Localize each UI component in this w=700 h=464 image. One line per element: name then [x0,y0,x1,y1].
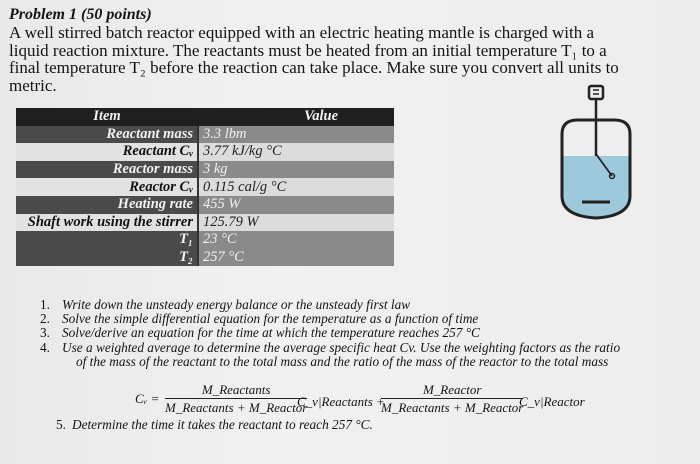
fraction-reactants [165,382,307,416]
question-text: Write down the unsteady energy balance or the unsteady first law [62,297,411,312]
question-number: 5. [56,417,66,432]
question-text: Solve the simple differential equation for the temperature as a function of time [62,311,479,327]
formula-term-reactor: C_v|Reactor [519,394,585,409]
row-item: Reactor mass [16,161,198,179]
problem-intro: A well stirred batch reactor equipped with an electric heating mantle is charged with a liquid reaction mixture. The reactants must be heated from an initial temperature T₁ to a final temperature T₂ before the reaction can take place. Make sure you convert all units to metric. [9,23,619,95]
list-item [56,417,373,433]
question-text: Solve/derive an equation for the time at which the temperature reaches 257 °C [62,325,480,341]
row-item: Shaft work using the stirrer [16,214,198,232]
header-item: Item [16,108,198,126]
row-item: T₂ [16,249,198,267]
question-number: 1. [40,297,50,312]
stirred-tank-reactor-icon [556,84,636,229]
table-row [16,214,394,232]
header-value: Value [198,108,394,126]
row-value: 3.3 lbm [198,126,394,144]
row-value: 3.77 kJ/kg °C [198,143,394,161]
table-row [16,161,394,179]
row-item: Heating rate [16,196,198,214]
row-value: 3 kg [198,161,394,179]
cv-weighted-average-formula [135,382,615,422]
fraction-numerator: M_Reactants [165,382,307,399]
row-value: 257 °C [198,249,394,267]
fraction-denominator: M_Reactants + M_Reactor [381,400,524,415]
question-number: 4. [40,339,50,355]
question-text-continued: of the mass of the reactant to the total mass and the ratio of the mass of the reactor to the total mass [76,353,609,369]
row-value: 0.115 cal/g °C [198,178,394,196]
list-item [40,339,648,369]
table-row [16,249,394,267]
question-number: 2. [40,311,50,327]
table-row [16,196,394,214]
fraction-denominator: M_Reactants + M_Reactor [165,400,308,415]
formula-lhs: Cᵥ = [135,391,160,406]
table-row [16,143,394,161]
table-row [16,178,394,196]
row-item: Reactant Cᵥ [16,143,198,161]
row-item: Reactor Cᵥ [16,178,198,196]
table-row [16,231,394,249]
row-item: Reactant mass [16,126,198,144]
fraction-numerator: M_Reactor [381,382,523,399]
row-item: T₁ [16,231,198,249]
question-text: Use a weighted average to determine the average specific heat Cv. Use the weighting factors as the ratio [62,339,621,355]
question-text: Determine the time it takes the reactant to reach 257 °C. [71,417,373,432]
list-item [40,325,648,341]
formula-term-reactants: C_v|Reactants + [297,394,385,409]
table-header-row [16,108,394,126]
problem-title: Problem 1 (50 points) [9,6,152,23]
parameter-table [16,108,394,266]
row-value: 125.79 W [198,214,394,232]
table-row [16,126,394,144]
list-item [40,297,648,312]
question-number: 3. [40,325,50,341]
question-list [40,297,648,369]
list-item [40,311,648,327]
row-value: 23 °C [198,231,394,249]
fraction-reactor [381,382,523,416]
row-value: 455 W [198,196,394,214]
